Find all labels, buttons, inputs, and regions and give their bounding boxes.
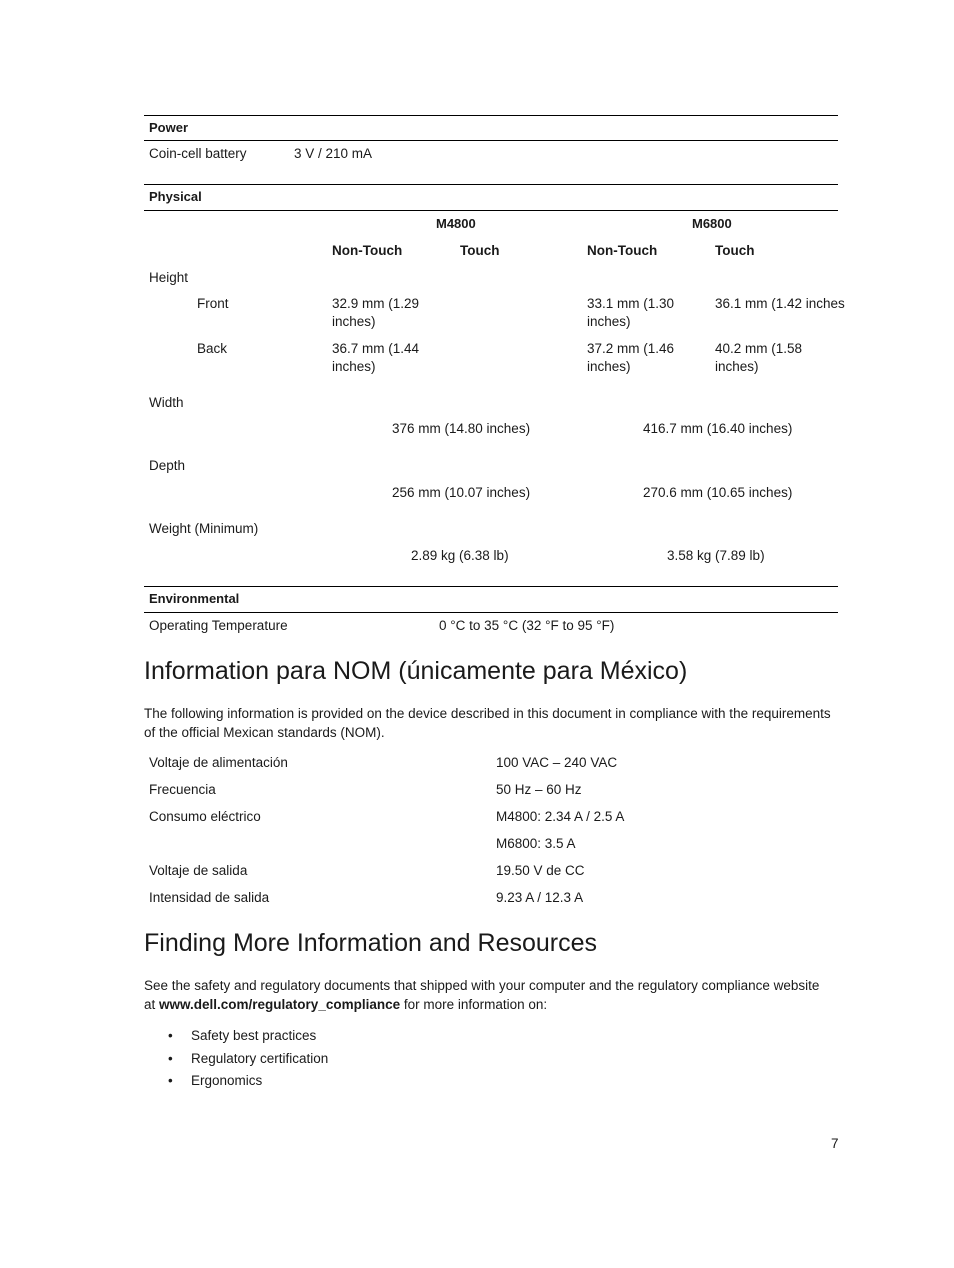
front-m6800-nontouch: 33.1 mm (1.30 inches) bbox=[587, 296, 675, 329]
nom-label-voltaje-alimentacion: Voltaje de alimentación bbox=[149, 755, 288, 770]
model-m4800: M4800 bbox=[436, 216, 476, 231]
subcol-m4800-touch: Touch bbox=[460, 243, 500, 258]
nom-title: Information para NOM (únicamente para México) bbox=[144, 657, 688, 685]
resources-intro-before: See the safety and regulatory documents that shipped with your computer and the regulatory compliance website at bbox=[144, 978, 820, 1012]
environmental-header: Environmental bbox=[149, 591, 240, 606]
page-number: 7 bbox=[831, 1136, 839, 1151]
back-m6800-nontouch: 37.2 mm (1.46 inches) bbox=[587, 341, 675, 374]
model-m6800: M6800 bbox=[692, 216, 732, 231]
front-m6800-touch: 36.1 mm (1.42 inches bbox=[715, 296, 845, 311]
weight-m4800: 2.89 kg (6.38 lb) bbox=[411, 548, 509, 563]
width-label: Width bbox=[149, 395, 184, 410]
environmental-top-rule bbox=[144, 586, 838, 587]
nom-value-voltaje-alimentacion: 100 VAC – 240 VAC bbox=[496, 755, 618, 770]
environmental-header-rule bbox=[144, 612, 838, 613]
back-m4800-nontouch: 36.7 mm (1.44 inches) bbox=[332, 341, 420, 374]
front-m4800-nontouch: 32.9 mm (1.29 inches) bbox=[332, 296, 420, 329]
nom-value-frecuencia: 50 Hz – 60 Hz bbox=[496, 782, 582, 797]
nom-label-frecuencia: Frecuencia bbox=[149, 782, 216, 797]
subcol-m4800-nontouch: Non-Touch bbox=[332, 243, 403, 258]
nom-intro: The following information is provided on the device described in this document in compliance with the requirements of the official Mexican standards (NOM). bbox=[144, 706, 831, 740]
coin-cell-value: 3 V / 210 mA bbox=[294, 146, 373, 161]
resources-intro-after: for more information on: bbox=[403, 997, 548, 1012]
resources-intro bbox=[144, 976, 834, 1014]
weight-m6800: 3.58 kg (7.89 lb) bbox=[667, 548, 765, 563]
bullet-icon: • bbox=[168, 1028, 173, 1043]
subcol-m6800-touch: Touch bbox=[715, 243, 755, 258]
nom-value-voltaje-salida: 19.50 V de CC bbox=[496, 863, 585, 878]
operating-temp-value: 0 °C to 35 °C (32 °F to 95 °F) bbox=[439, 618, 615, 633]
depth-m4800: 256 mm (10.07 inches) bbox=[392, 485, 531, 500]
nom-label-intensidad: Intensidad de salida bbox=[149, 890, 270, 905]
nom-label-voltaje-salida: Voltaje de salida bbox=[149, 863, 248, 878]
nom-label-consumo: Consumo eléctrico bbox=[149, 809, 261, 824]
physical-top-rule bbox=[144, 184, 838, 185]
bullet-text: Ergonomics bbox=[191, 1073, 263, 1088]
bullet-text: Regulatory certification bbox=[191, 1051, 329, 1066]
back-label: Back bbox=[197, 341, 228, 356]
nom-value-consumo-m6800: M6800: 3.5 A bbox=[496, 836, 576, 851]
regulatory-compliance-link[interactable]: www.dell.com/regulatory_compliance bbox=[159, 997, 401, 1012]
operating-temp-label: Operating Temperature bbox=[149, 618, 288, 633]
width-m4800: 376 mm (14.80 inches) bbox=[392, 421, 531, 436]
front-label: Front bbox=[197, 296, 229, 311]
weight-label: Weight (Minimum) bbox=[149, 521, 259, 536]
power-header: Power bbox=[149, 120, 189, 135]
bullet-icon: • bbox=[168, 1073, 173, 1088]
resources-title: Finding More Information and Resources bbox=[144, 929, 598, 957]
nom-value-intensidad: 9.23 A / 12.3 A bbox=[496, 890, 584, 905]
bullet-icon: • bbox=[168, 1051, 173, 1066]
physical-header: Physical bbox=[149, 189, 202, 204]
power-top-rule bbox=[144, 115, 838, 116]
subcol-m6800-nontouch: Non-Touch bbox=[587, 243, 658, 258]
depth-label: Depth bbox=[149, 458, 186, 473]
nom-value-consumo-m4800: M4800: 2.34 A / 2.5 A bbox=[496, 809, 625, 824]
width-m6800: 416.7 mm (16.40 inches) bbox=[643, 421, 793, 436]
depth-m6800: 270.6 mm (10.65 inches) bbox=[643, 485, 793, 500]
back-m6800-touch: 40.2 mm (1.58 inches) bbox=[715, 341, 803, 374]
bullet-text: Safety best practices bbox=[191, 1028, 317, 1043]
power-header-rule bbox=[144, 140, 838, 141]
physical-header-rule bbox=[144, 210, 838, 211]
height-label: Height bbox=[149, 270, 189, 285]
coin-cell-label: Coin-cell battery bbox=[149, 146, 247, 161]
